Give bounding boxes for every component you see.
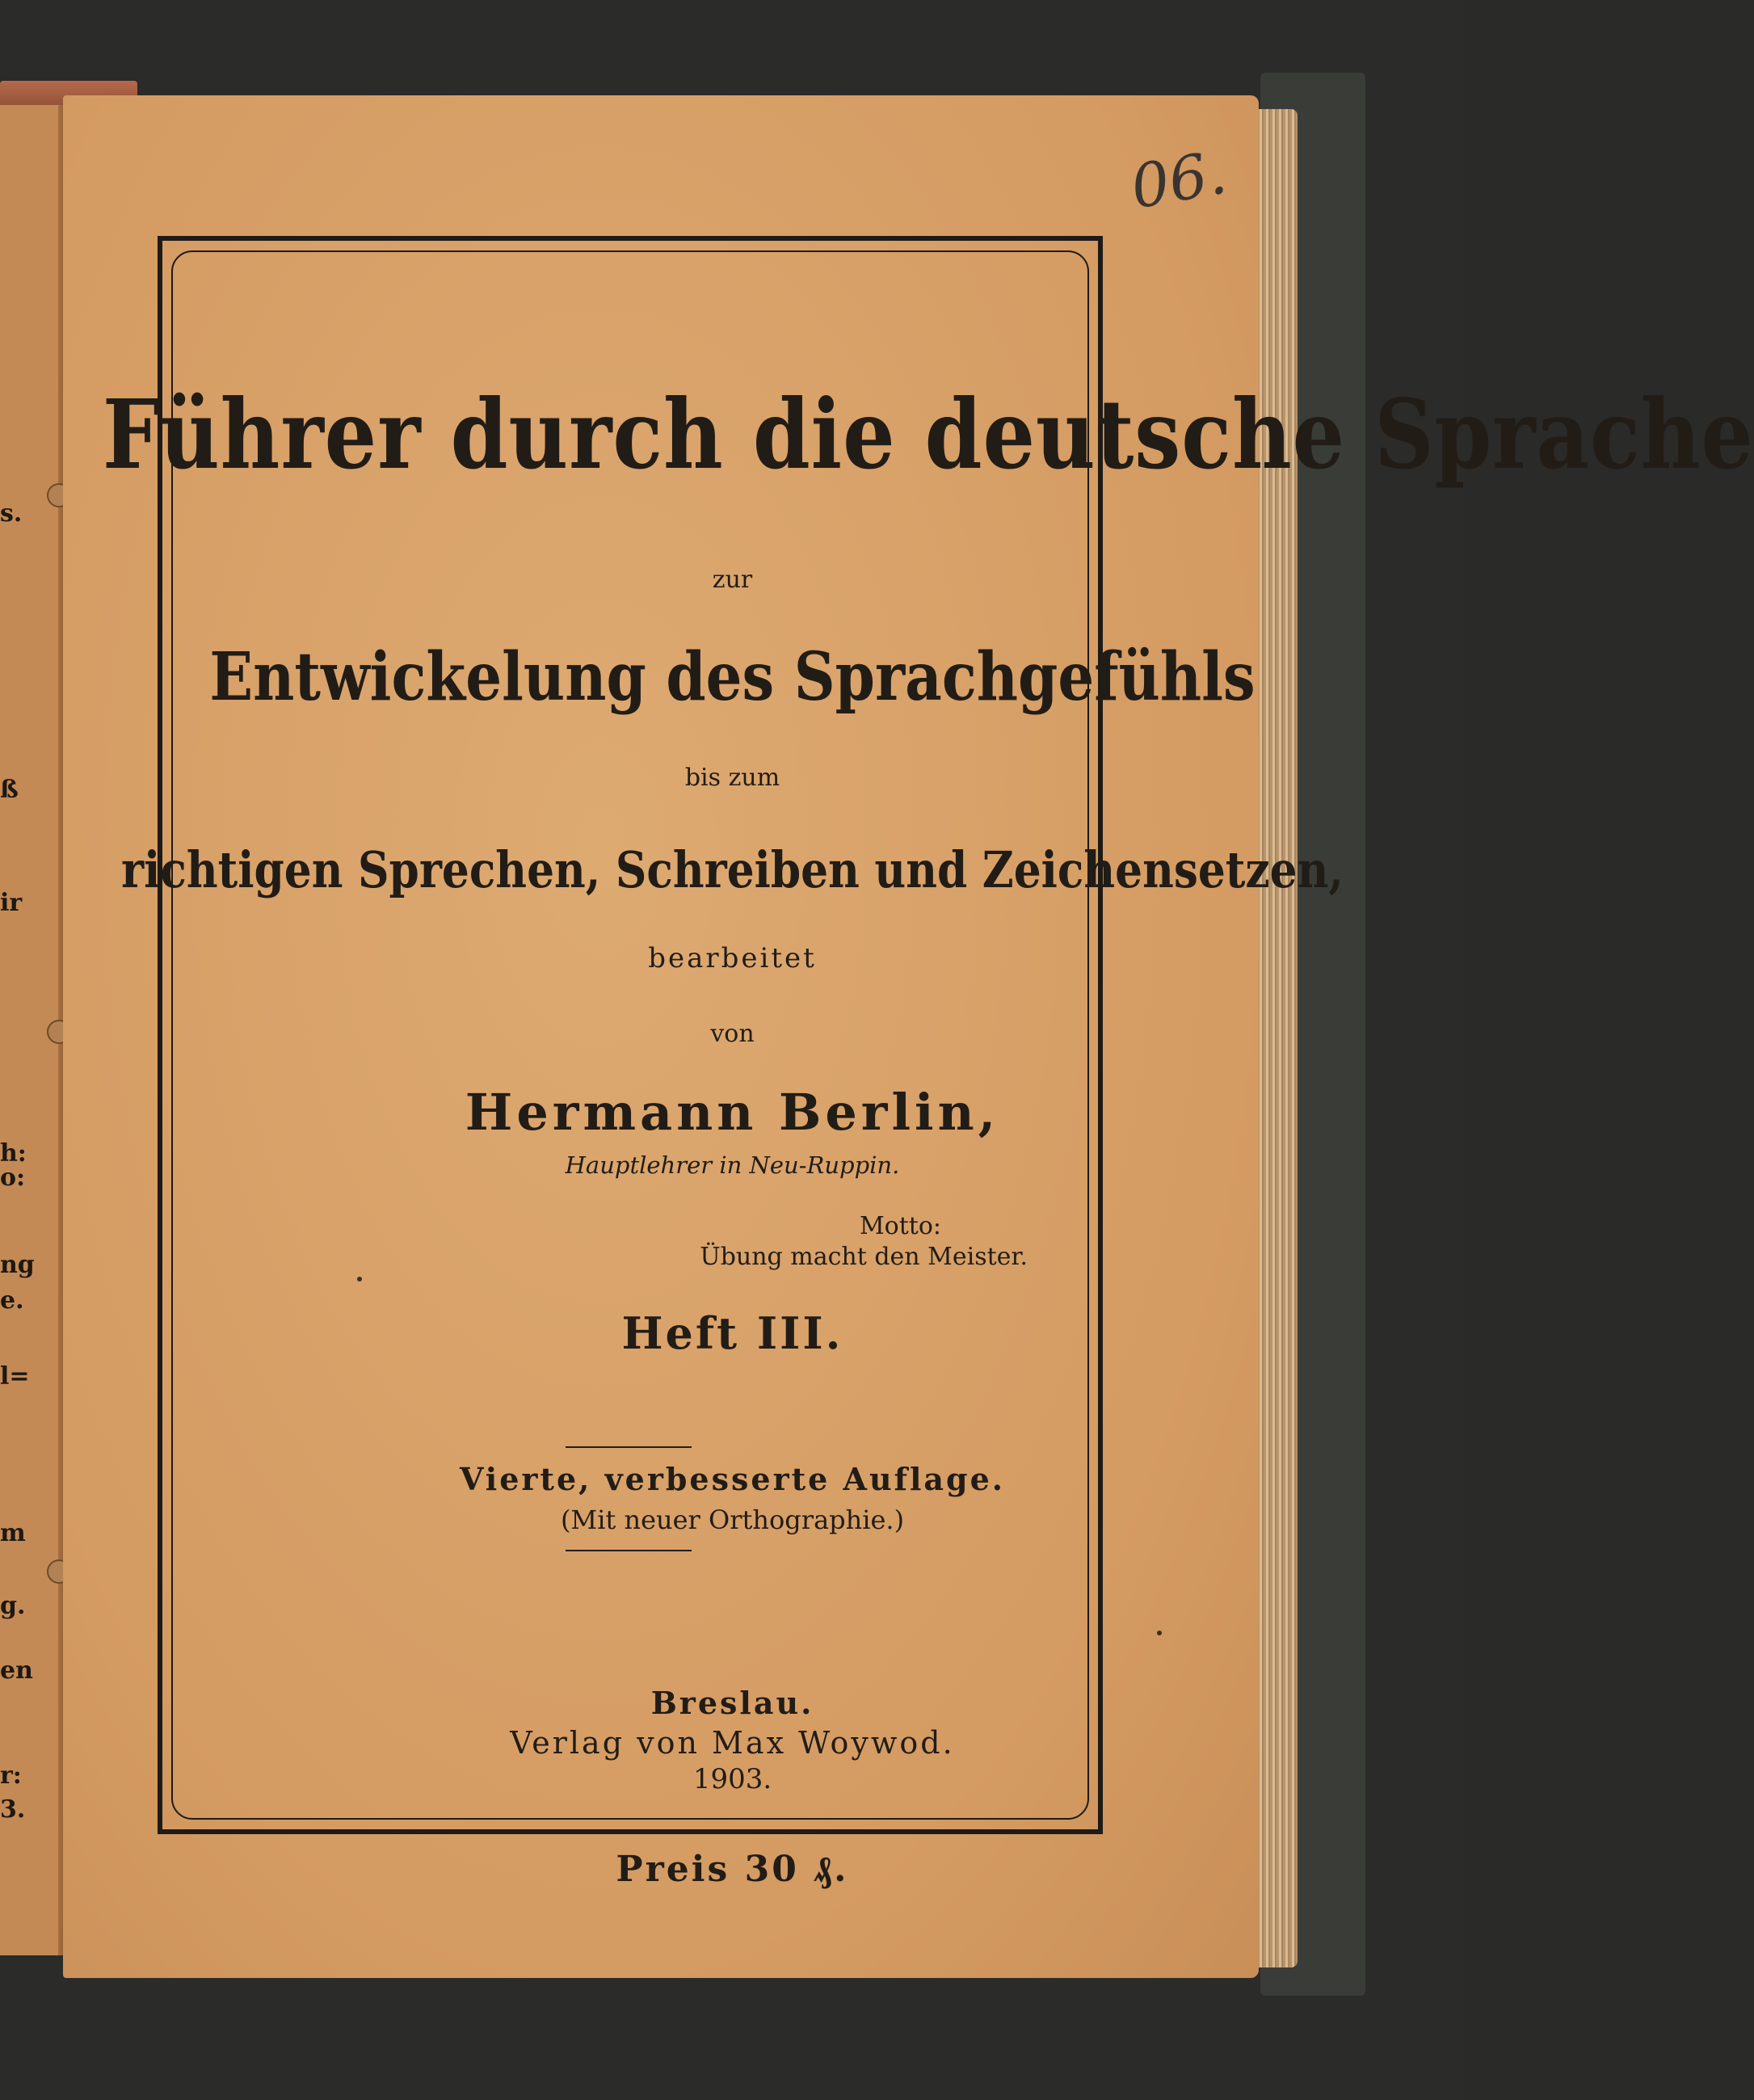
- left-page-fragment: 3.: [0, 1795, 26, 1824]
- left-page-fragment: ß: [0, 776, 19, 804]
- publication-year: 1903.: [692, 1763, 772, 1795]
- left-page-fragment: en: [0, 1656, 33, 1685]
- left-page-fragment: e.: [0, 1286, 24, 1315]
- edition: Vierte, verbesserte Auflage.: [459, 1461, 1006, 1497]
- author-position: Hauptlehrer in Neu-Ruppin.: [565, 1151, 900, 1179]
- divider-bottom: [566, 1550, 692, 1551]
- left-page-fragment: r:: [0, 1761, 22, 1790]
- left-page-fragment: m: [0, 1519, 26, 1547]
- author-name: Hermann Berlin,: [465, 1083, 1000, 1142]
- connector-zur: zur: [712, 566, 753, 594]
- left-page-fragment: l=: [0, 1362, 30, 1391]
- left-page-fragment: ir: [0, 889, 23, 917]
- price: Preis 30 ₰.: [616, 1849, 849, 1890]
- publisher: Verlag von Max Woywod.: [510, 1725, 955, 1761]
- edition-note: (Mit neuer Orthographie.): [560, 1505, 905, 1535]
- book-title: Führer durch die deutsche Sprache: [102, 378, 1754, 490]
- left-page-fragment: ng: [0, 1251, 35, 1279]
- publication-city: Breslau.: [650, 1685, 814, 1721]
- handwritten-mark: 06.: [1125, 137, 1232, 223]
- volume-number: Heft III.: [621, 1307, 843, 1359]
- subtitle-line-2: richtigen Sprechen, Schreiben und Zeichensetzen,: [121, 840, 1344, 899]
- subtitle: Entwickelung des Sprachgefühls: [209, 638, 1256, 716]
- left-page-fragment: s.: [0, 499, 23, 528]
- left-page-fragment: g.: [0, 1592, 26, 1620]
- motto-label: Motto:: [859, 1212, 941, 1240]
- connector-von: von: [710, 1020, 755, 1048]
- byline: bearbeitet: [648, 942, 817, 974]
- connector-bis-zum: bis zum: [684, 764, 780, 792]
- left-page-fragment: h:: [0, 1139, 27, 1168]
- speck: [357, 1277, 362, 1281]
- divider-top: [566, 1446, 692, 1448]
- motto-text: Übung macht den Meister.: [700, 1243, 1028, 1271]
- left-page-fragment: o:: [0, 1164, 26, 1192]
- speck: [1157, 1631, 1162, 1635]
